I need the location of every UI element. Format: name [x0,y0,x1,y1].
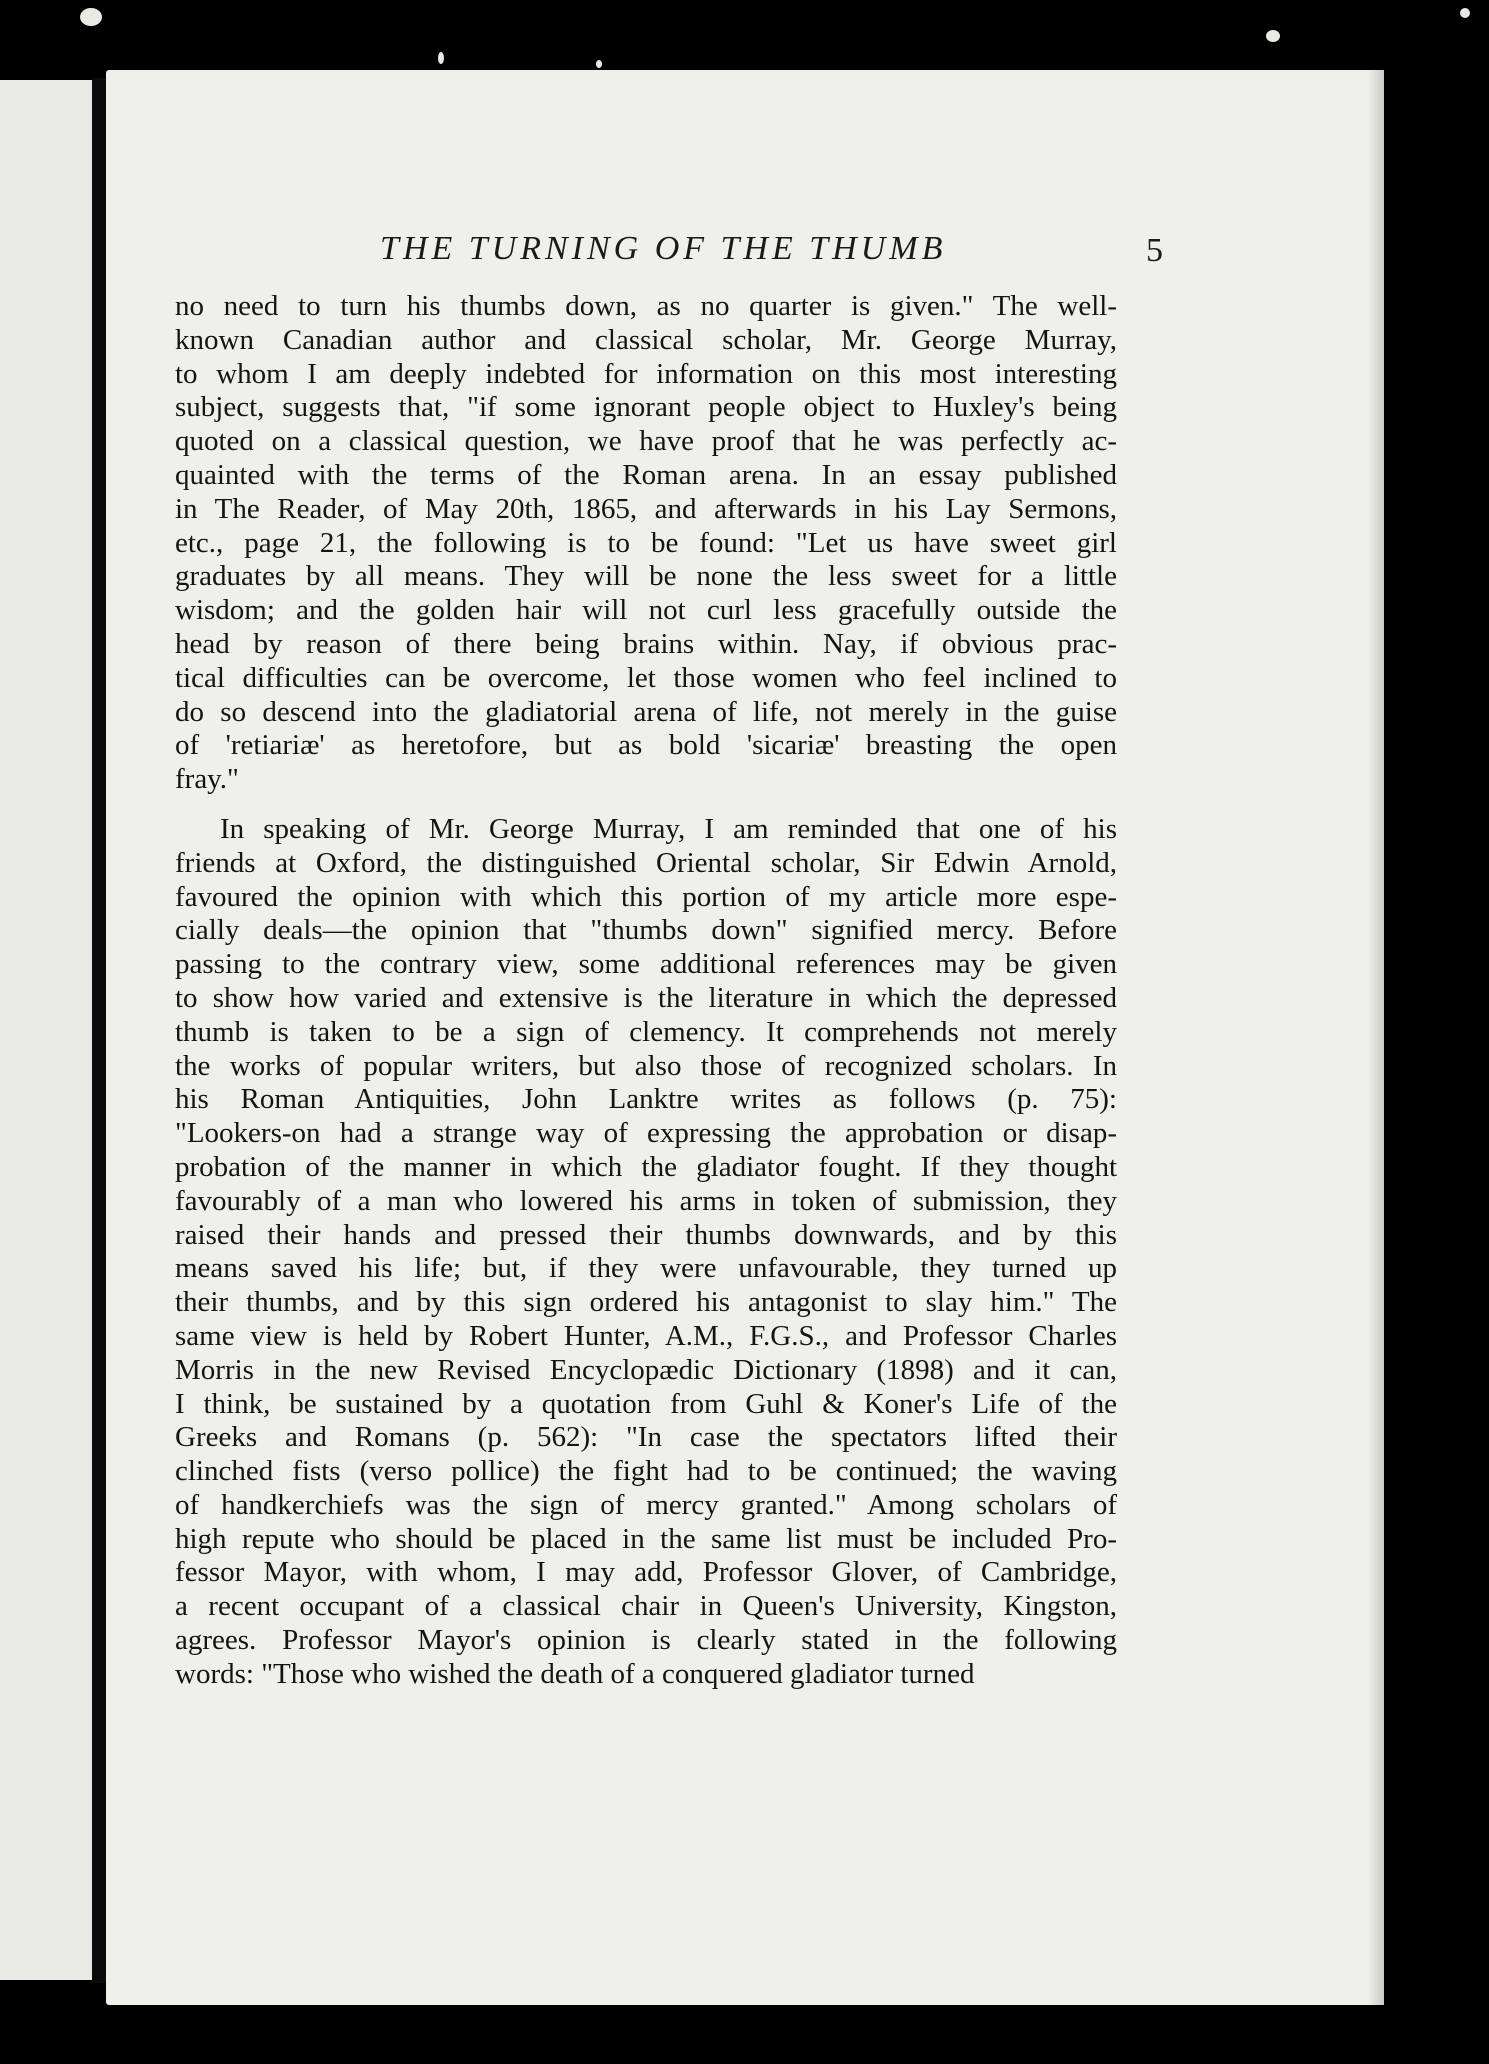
text-line: tical difficulties can be overcome, let those women who feel inclined to [175,661,1117,694]
paragraph-2 [175,813,1117,1692]
text-line: means saved his life; but, if they were unfavourable, they turned up [175,1252,1117,1285]
text-line: a recent occupant of a classical chair in Queen's University, Kingston, [175,1590,1117,1623]
text-line: quoted on a classical question, we have proof that he was perfectly ac- [175,425,1117,458]
text-line: head by reason of there being brains within. Nay, if obvious prac- [175,627,1117,660]
text-line: friends at Oxford, the distinguished Oriental scholar, Sir Edwin Arnold, [175,846,1117,879]
text-line: favourably of a man who lowered his arms in token of submission, they [175,1184,1117,1217]
text-line: cially deals—the opinion that "thumbs down" signified mercy. Before [175,914,1117,947]
text-line: Greeks and Romans (p. 562): "In case the spectators lifted their [175,1421,1117,1454]
scan-speck [596,60,602,68]
text-line: favoured the opinion with which this portion of my article more espe- [175,880,1117,913]
text-line: Morris in the new Revised Encyclopædic Dictionary (1898) and it can, [175,1353,1117,1386]
text-line: In speaking of Mr. George Murray, I am reminded that one of his [220,812,1117,845]
text-line: no need to turn his thumbs down, as no quarter is given." The well- [175,290,1117,322]
text-line: of handkerchiefs was the sign of mercy granted." Among scholars of [175,1488,1117,1521]
text-line: to show how varied and extensive is the literature in which the depressed [175,981,1117,1014]
text-line: same view is held by Robert Hunter, A.M., F.G.S., and Professor Charles [175,1319,1117,1352]
text-line: graduates by all means. They will be none the less sweet for a little [175,560,1117,593]
text-line: clinched fists (verso pollice) the fight had to be continued; the waving [175,1455,1117,1488]
book-gutter [92,78,106,1983]
paragraph-gap [175,797,1117,813]
scan-speck [80,8,102,26]
text-line: quainted with the terms of the Roman arena. In an essay published [175,458,1117,491]
text-line: their thumbs, and by this sign ordered his antagonist to slay him." The [175,1286,1117,1319]
text-line: his Roman Antiquities, John Lanktre writes as follows (p. 75): [175,1083,1117,1116]
scan-speck [1266,30,1280,42]
text-line: probation of the manner in which the gladiator fought. If they thought [175,1150,1117,1183]
text-line: words: "Those who wished the death of a conquered gladiator turned [175,1657,975,1690]
text-line: etc., page 21, the following is to be found: "Let us have sweet girl [175,526,1117,559]
text-line: subject, suggests that, "if some ignorant people object to Huxley's being [175,391,1117,424]
running-head: THE TURNING OF THE THUMB [380,230,947,267]
text-line: "Lookers-on had a strange way of expressing the approbation or disap- [175,1117,1117,1150]
scan-speck [438,52,444,64]
text-line: wisdom; and the golden hair will not curl less gracefully outside the [175,594,1117,627]
paragraph-1 [175,290,1117,797]
text-line: fessor Mayor, with whom, I may add, Professor Glover, of Cambridge, [175,1556,1117,1589]
text-line: raised their hands and pressed their thumbs downwards, and by this [175,1218,1117,1251]
text-line: do so descend into the gladiatorial arena of life, not merely in the guise [175,695,1117,728]
page-edge-shadow [1368,70,1384,2005]
text-line: fray." [175,763,239,796]
text-line: I think, be sustained by a quotation from Guhl & Koner's Life of the [175,1387,1117,1420]
text-line: thumb is taken to be a sign of clemency. It comprehends not merely [175,1015,1117,1048]
text-line: passing to the contrary view, some additional references may be given [175,948,1117,981]
page-number: 5 [1146,232,1163,269]
text-line: the works of popular writers, but also those of recognized scholars. In [175,1049,1117,1082]
text-line: known Canadian author and classical scholar, Mr. George Murray, [175,323,1117,356]
facing-page-edge [0,80,92,1980]
text-line: agrees. Professor Mayor's opinion is clearly stated in the following [175,1624,1117,1657]
text-line: of 'retiariæ' as heretofore, but as bold 'sicariæ' breasting the open [175,729,1117,762]
body-text [175,290,1117,1692]
scan-speck [1460,8,1470,18]
text-line: high repute who should be placed in the same list must be included Pro- [175,1522,1117,1555]
text-line: in The Reader, of May 20th, 1865, and afterwards in his Lay Sermons, [175,492,1117,525]
text-line: to whom I am deeply indebted for information on this most interesting [175,357,1117,390]
